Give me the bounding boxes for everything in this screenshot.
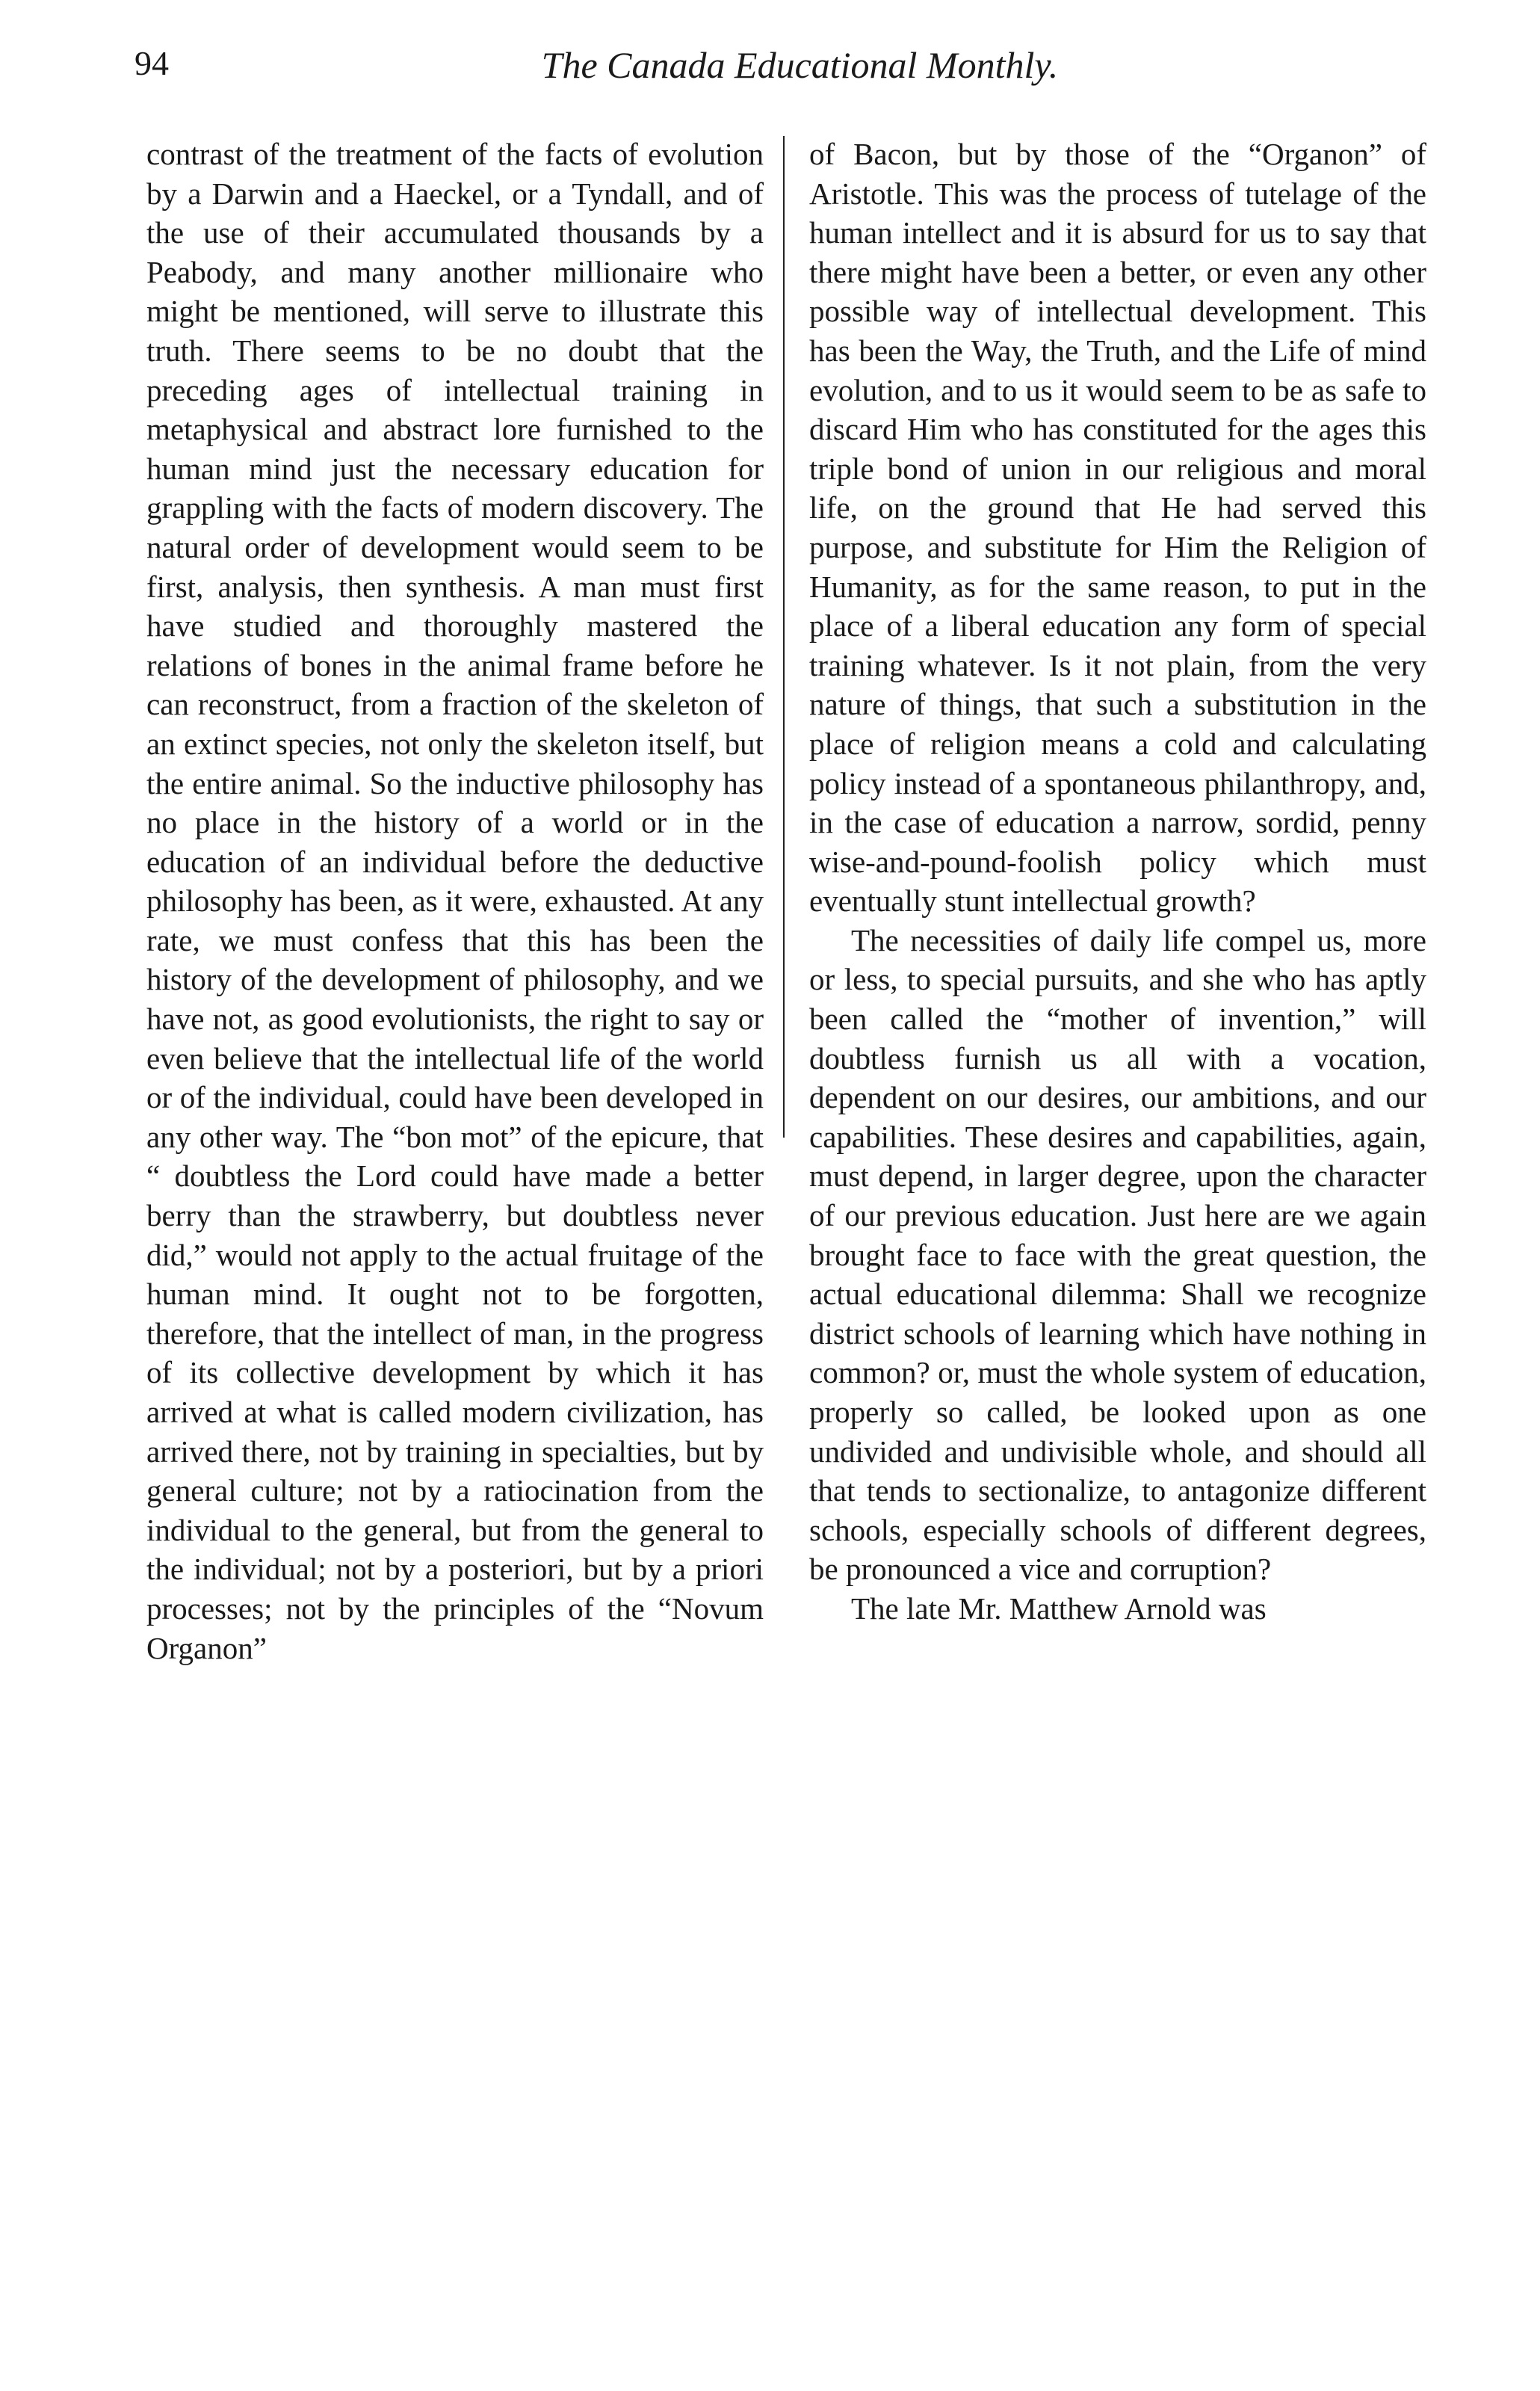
left-paragraph-1: contrast of the treatment of the facts of evolution by a Darwin and a Haeckel, or a Tyndall, and of the use of their accumulated thousands by a Peabody, and many another millionaire who might be mentioned, will serve to illustrate this truth. There seems to be no doubt that the preceding ages of intellectual training in metaphysical and abstract lore furnished to the human mind just the necessary education for grappling with the facts of modern discovery. The natural order of development would seem to be first, analysis, then synthesis. A man must first have studied and thoroughly mastered the relations of bones in the animal frame before he can reconstruct, from a fraction of the skeleton of an extinct species, not only the skeleton itself, but the entire animal. So the inductive philosophy has no place in the history of a world or in the education of an individual before the deductive philosophy has been, as it were, exhausted. At any rate, we must confess that this has been the history of the development of philosophy, and we have not, as good evolutionists, the right to say or even believe that the intellectual life of the world or of the individual, could have been developed in any other way. The “bon mot” of the epicure, that “ doubtless the Lord could have made a better berry than the strawberry, but doubtless never did,” would not apply to the actual fruitage of the human mind. It ought not to be forgotten, therefore, that the intellect of man, in the progress of its collective development by which it has arrived at what is called modern civilization, has arrived there, not by training in specialties, but by general culture; not by a ratiocination from the individual to the general, but from the general to the individual; not by a posteriori, but by a priori processes; not by the principles of the “Novum Organon” xyxy=(146,137,764,1665)
right-paragraph-3: The late Mr. Matthew Arnold was xyxy=(851,1591,1267,1626)
right-column xyxy=(809,135,1426,1629)
column-divider xyxy=(783,136,785,1138)
right-paragraph-2: The necessities of daily life compel us, more or less, to special pursuits, and she who has aptly been called the “mother of invention,” will doubtless furnish us all with a vocation, dependent on our desires, our ambitions, and our capabilities. These desires and capabilities, again, must depend, in larger degree, upon the character of our previous education. Just here are we again brought face to face with the great question, the actual educational dilemma: Shall we recognize district schools of learning which have nothing in common? or, must the whole system of education, properly so called, be looked upon as one undivided and undivisible whole, and should all that tends to sectionalize, to antagonize different schools, especially schools of different degrees, be pronounced a vice and corruption? xyxy=(809,922,1426,1587)
right-paragraph-1: of Bacon, but by those of the “Organon” of Aristotle. This was the process of tutelage of the human intellect and it is absurd for us to say that there might have been a better, or even any other possible way of intellectual development. This has been the Way, the Truth, and the Life of mind evolution, and to us it would seem to be as safe to discard Him who has constituted for the ages this triple bond of union in our religious and moral life, on the ground that He had served this purpose, and substitute for Him the Religion of Humanity, as for the same reason, to put in the place of a liberal education any form of special training whatever. Is it not plain, from the very nature of things, that such a substitution in the place of religion means a cold and calculating policy instead of a spontaneous philanthropy, and, in the case of education a narrow, sordid, penny wise-and-pound-foolish policy which must eventually stunt intellectual growth? xyxy=(809,137,1426,919)
page-number: 94 xyxy=(134,44,169,82)
left-column xyxy=(146,135,764,1667)
running-title: The Canada Educational Monthly. xyxy=(541,44,1059,86)
